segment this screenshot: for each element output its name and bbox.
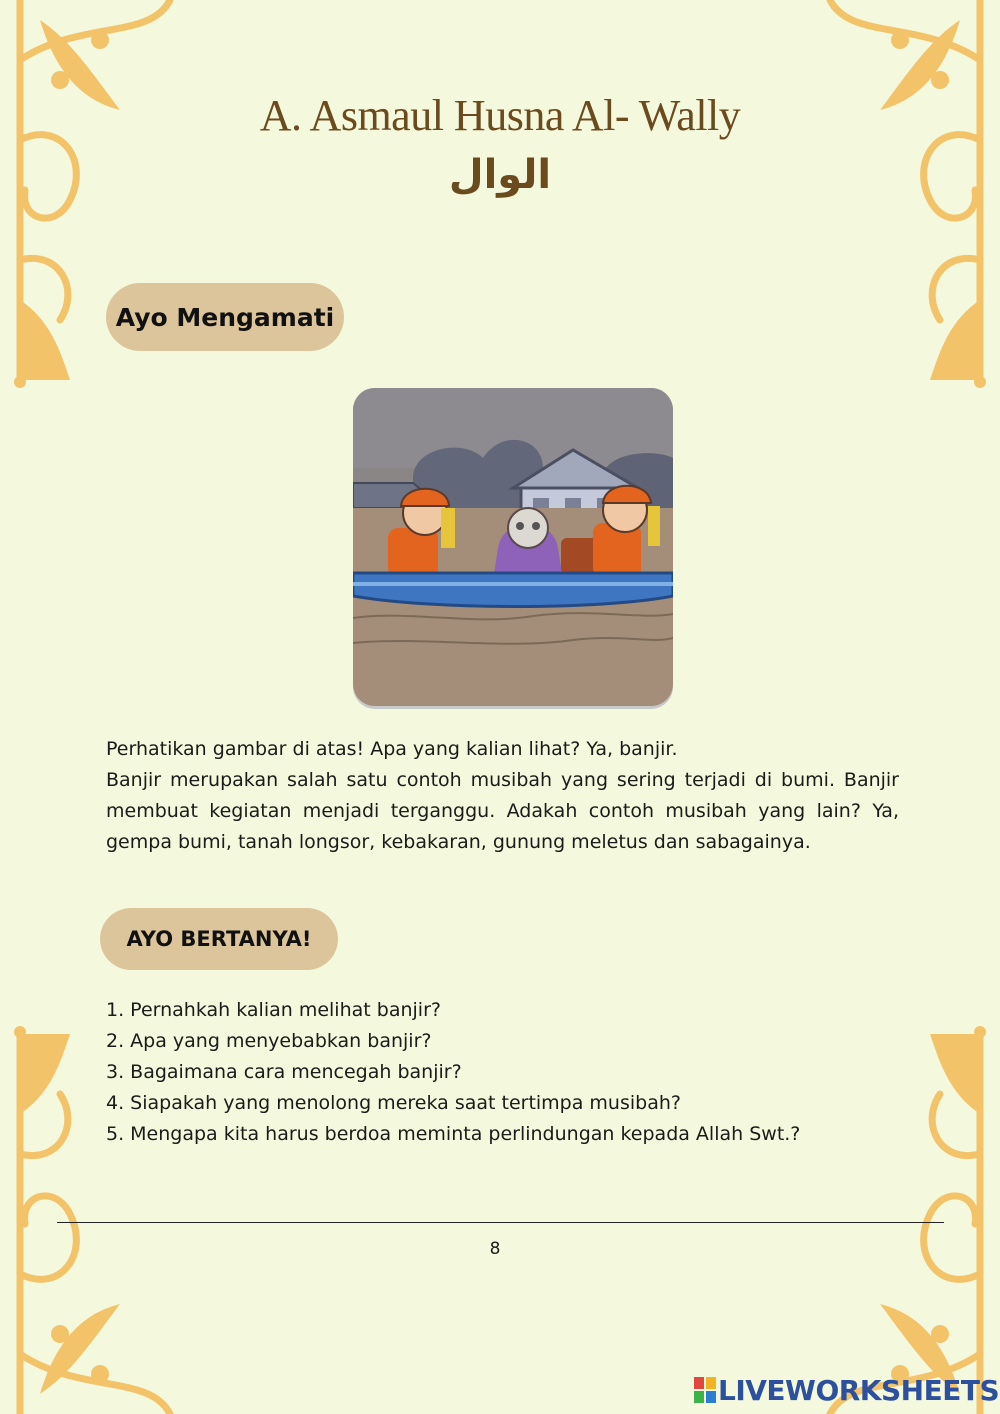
section-label-ask: AYO BERTANYA! bbox=[100, 908, 338, 970]
brand-text: LIVEWORKSHEETS bbox=[718, 1373, 1000, 1407]
flood-rescue-illustration bbox=[353, 388, 673, 706]
question-list bbox=[106, 995, 906, 1150]
list-item: 2. Apa yang menyebabkan banjir? bbox=[106, 1030, 432, 1052]
brand-logo[interactable] bbox=[694, 1375, 999, 1405]
liveworksheets-logo-icon bbox=[694, 1377, 716, 1403]
section-label-observe: Ayo Mengamati bbox=[106, 283, 344, 351]
list-item: 3. Bagaimana cara mencegah banjir? bbox=[106, 1061, 462, 1083]
list-item: 4. Siapakah yang menolong mereka saat tertimpa musibah? bbox=[106, 1092, 681, 1114]
paragraph-line-1: Perhatikan gambar di atas! Apa yang kalian lihat? Ya, banjir. bbox=[106, 738, 678, 760]
list-item: 1. Pernahkah kalian melihat banjir? bbox=[106, 999, 441, 1021]
page-number: 8 bbox=[489, 1239, 501, 1259]
paragraph-line-2: Banjir merupakan salah satu contoh musibah yang sering terjadi di bumi. Banjir membuat kegiatan menjadi terganggu. Adakah contoh musibah yang lain? Ya, gempa bumi, tanah longsor, kebakaran, gunung meletus dan sabagainya. bbox=[106, 769, 899, 853]
arabic-title: الوال bbox=[448, 152, 552, 198]
footer-divider bbox=[57, 1222, 944, 1223]
list-item: 5. Mengapa kita harus berdoa meminta perlindungan kepada Allah Swt.? bbox=[106, 1123, 801, 1145]
page-title: A. Asmaul Husna Al- Wally bbox=[259, 91, 741, 140]
intro-paragraph bbox=[106, 734, 899, 858]
